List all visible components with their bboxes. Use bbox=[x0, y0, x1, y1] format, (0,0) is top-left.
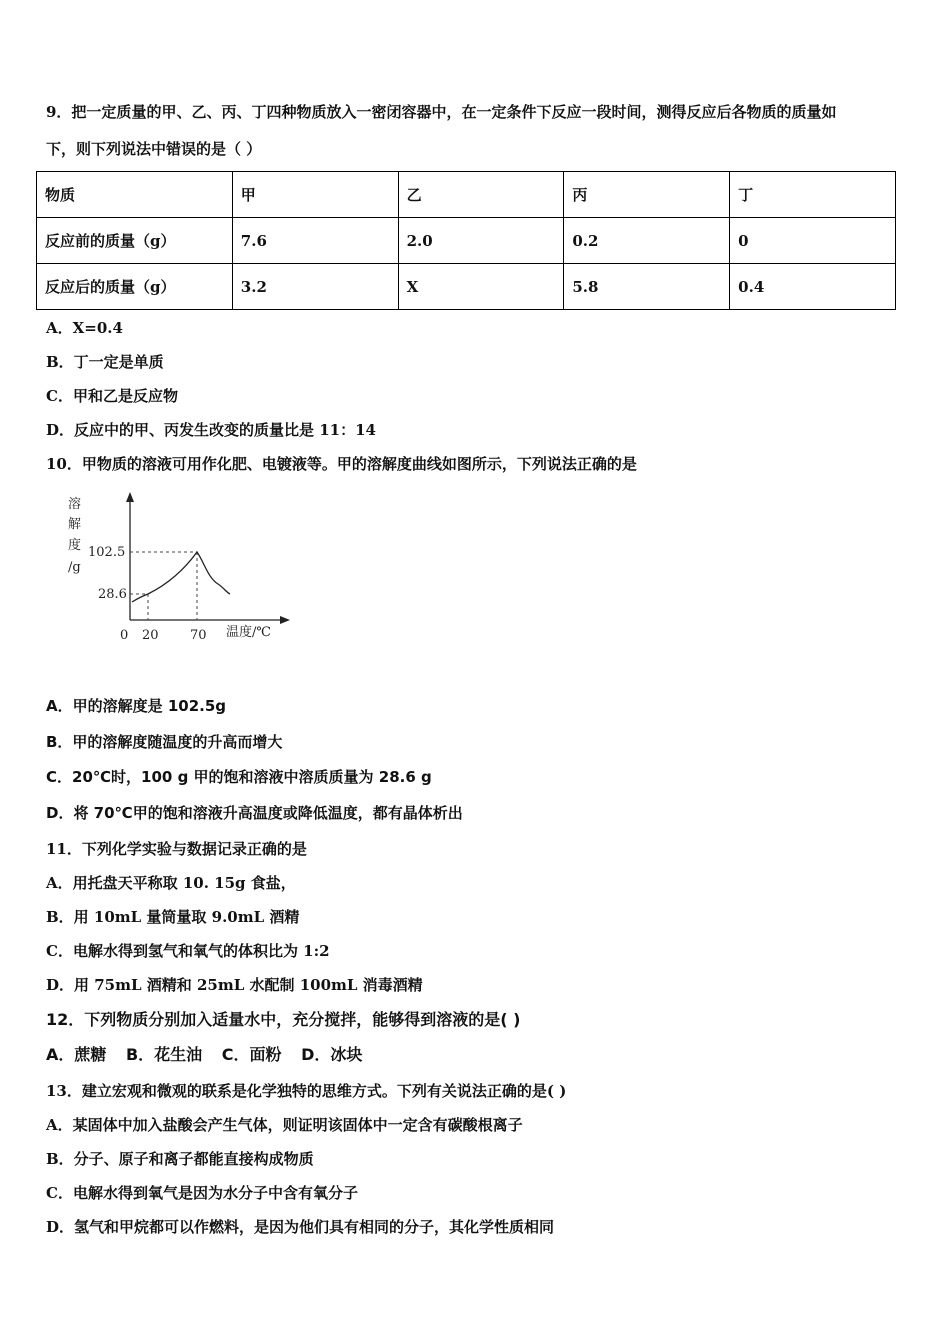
q9-option-a: A．X=0.4 bbox=[46, 319, 123, 337]
q9-option-d: D．反应中的甲、丙发生改变的质量比是 11：14 bbox=[46, 421, 376, 439]
q10-option-b: B．甲的溶解度随温度的升高而增大 bbox=[46, 733, 283, 751]
q12-stem: 12．下列物质分别加入适量水中，充分搅拌，能够得到溶液的是( ) bbox=[46, 1010, 521, 1029]
q11-option-a: A．用托盘天平称取 10. 15g 食盐， bbox=[46, 874, 296, 892]
table-cell: 反应后的质量（g） bbox=[37, 264, 233, 310]
q9-mass-table bbox=[36, 171, 896, 310]
q10-option-a: A．甲的溶解度是 102.5g bbox=[46, 697, 227, 715]
q13-option-b: B．分子、原子和离子都能直接构成物质 bbox=[46, 1150, 314, 1168]
y-tick-label: 102.5 bbox=[88, 545, 126, 560]
table-cell: 2.0 bbox=[398, 218, 564, 264]
y-label-char: 溶 bbox=[68, 497, 82, 512]
x-tick-label: 0 bbox=[120, 628, 129, 643]
q11-stem: 11．下列化学实验与数据记录正确的是 bbox=[46, 840, 307, 858]
q10-stem: 10．甲物质的溶液可用作化肥、电镀液等。甲的溶解度曲线如图所示，下列说法正确的是 bbox=[46, 455, 637, 473]
q12-option-b: B．花生油 bbox=[125, 1045, 203, 1064]
table-header-row bbox=[37, 172, 896, 218]
q12-options bbox=[46, 1045, 362, 1065]
q12-option-a: A．蔗糖 bbox=[46, 1045, 107, 1064]
q13-option-c: C．电解水得到氧气是因为水分子中含有氧分子 bbox=[46, 1184, 358, 1202]
table-header-cell: 丙 bbox=[564, 172, 730, 218]
solubility-curve-graph bbox=[60, 488, 300, 648]
table-cell: 5.8 bbox=[564, 264, 730, 310]
table-cell: 0.2 bbox=[564, 218, 730, 264]
y-axis-arrow bbox=[126, 492, 134, 502]
y-label-char: 度 bbox=[68, 538, 82, 553]
table-header-cell: 丁 bbox=[730, 172, 896, 218]
table-header-cell: 物质 bbox=[37, 172, 233, 218]
q11-option-d: D．用 75mL 酒精和 25mL 水配制 100mL 消毒酒精 bbox=[46, 976, 423, 994]
q9-option-b: B．丁一定是单质 bbox=[46, 353, 164, 371]
table-cell: 反应前的质量（g） bbox=[37, 218, 233, 264]
y-tick-label: 28.6 bbox=[98, 587, 127, 602]
table-cell: 7.6 bbox=[232, 218, 398, 264]
q12-option-d: D．冰块 bbox=[301, 1045, 363, 1064]
table-header-cell: 乙 bbox=[398, 172, 564, 218]
q13-stem: 13．建立宏观和微观的联系是化学独特的思维方式。下列有关说法正确的是( ) bbox=[46, 1082, 567, 1100]
solubility-curve bbox=[132, 552, 230, 602]
q10-option-d: D．将 70℃甲的饱和溶液升高温度或降低温度，都有晶体析出 bbox=[46, 804, 463, 822]
table-cell: 3.2 bbox=[232, 264, 398, 310]
q12-option-c: C．面粉 bbox=[221, 1045, 282, 1064]
y-label-char: 解 bbox=[68, 517, 82, 532]
q9-option-c: C．甲和乙是反应物 bbox=[46, 387, 178, 405]
q11-option-b: B．用 10mL 量筒量取 9.0mL 酒精 bbox=[46, 908, 300, 926]
table-row bbox=[37, 264, 896, 310]
table-cell: 0.4 bbox=[730, 264, 896, 310]
q9-stem-line1: 9．把一定质量的甲、乙、丙、丁四种物质放入一密闭容器中，在一定条件下反应一段时间，测得反应后各物质的质量如 bbox=[46, 103, 837, 121]
q13-option-d: D．氢气和甲烷都可以作燃料，是因为他们具有相同的分子，其化学性质相同 bbox=[46, 1218, 555, 1236]
table-header-cell: 甲 bbox=[232, 172, 398, 218]
x-axis-arrow bbox=[280, 616, 290, 624]
table-cell: X bbox=[398, 264, 564, 310]
x-axis-label: 温度/℃ bbox=[226, 625, 271, 640]
q13-option-a: A．某固体中加入盐酸会产生气体，则证明该固体中一定含有碳酸根离子 bbox=[46, 1116, 523, 1134]
q10-option-c: C．20℃时，100 g 甲的饱和溶液中溶质质量为 28.6 g bbox=[46, 768, 432, 786]
x-tick-label: 20 bbox=[142, 628, 159, 643]
table-cell: 0 bbox=[730, 218, 896, 264]
table-row bbox=[37, 218, 896, 264]
q9-stem-line2: 下，则下列说法中错误的是（ ） bbox=[46, 140, 262, 158]
q11-option-c: C．电解水得到氢气和氧气的体积比为 1:2 bbox=[46, 942, 330, 960]
x-tick-label: 70 bbox=[190, 628, 207, 643]
y-label-char: /g bbox=[68, 560, 81, 575]
